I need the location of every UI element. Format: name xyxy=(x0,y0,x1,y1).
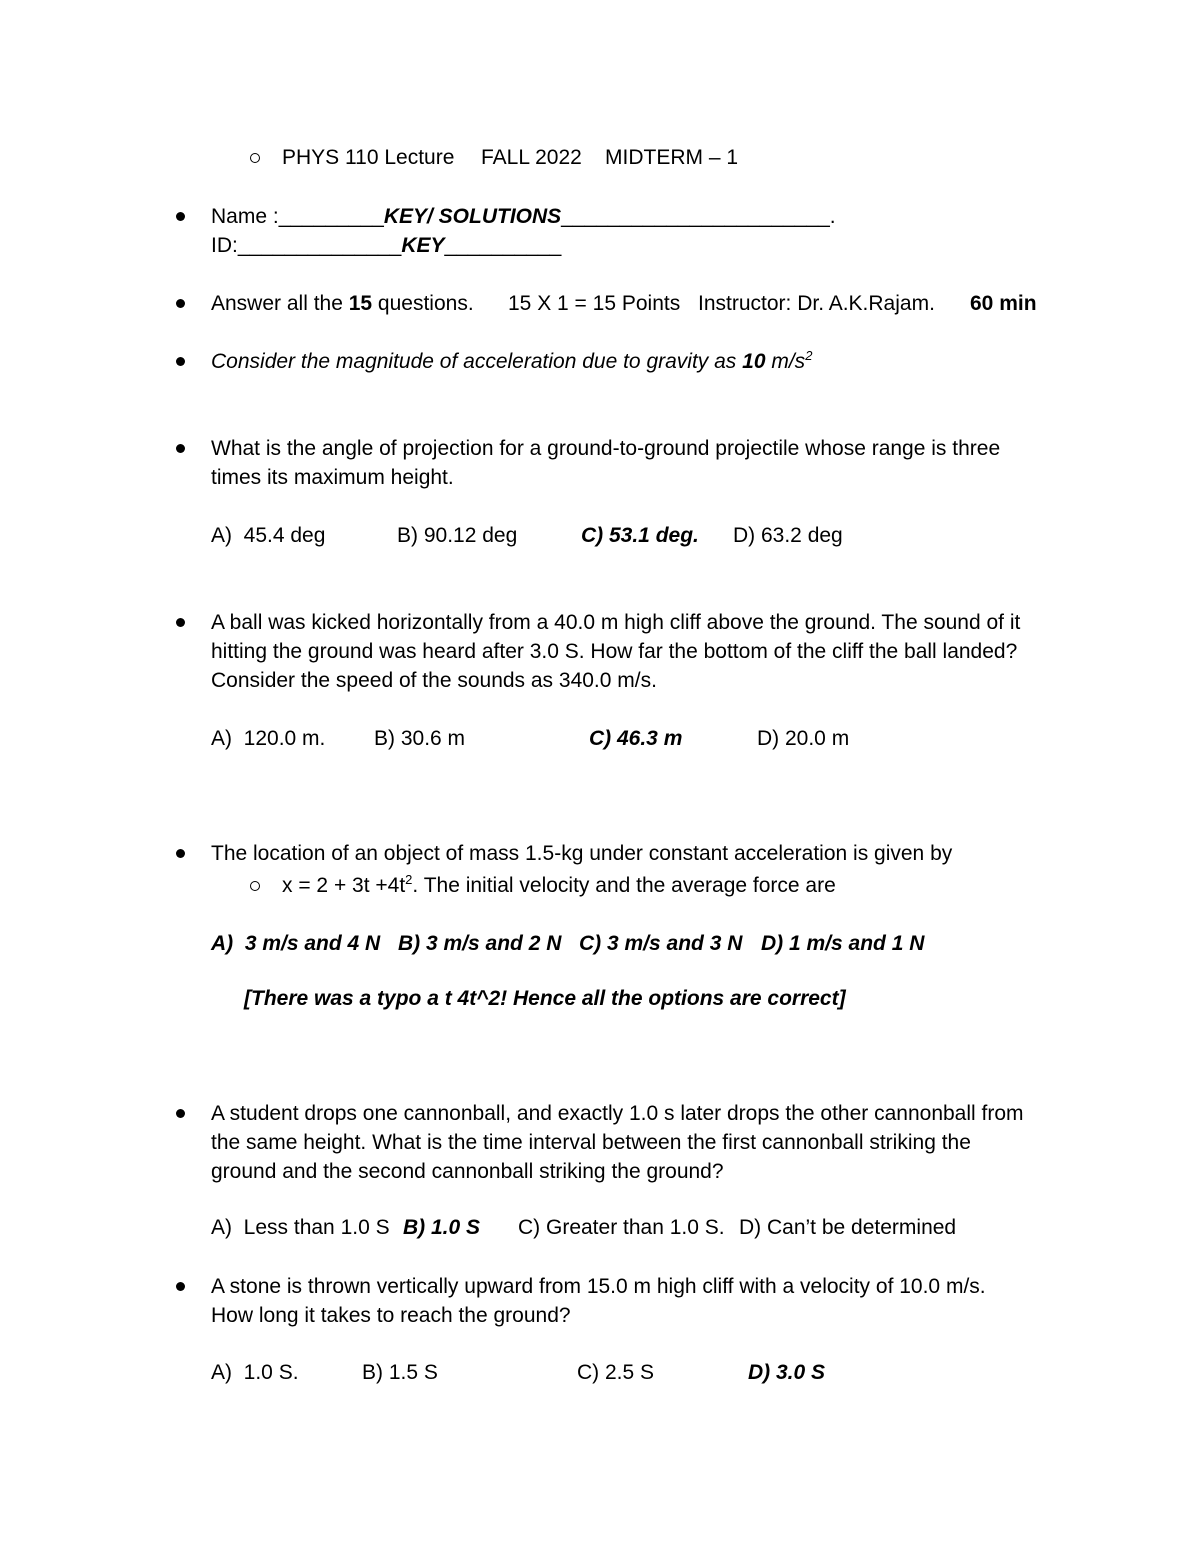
q2-text-line: hitting the ground was heard after 3.0 S. How far the bottom of the cliff the ball landed? xyxy=(211,640,1018,663)
q2-option-d: D) 20.0 m xyxy=(757,727,850,750)
gravity-prefix: Consider the magnitude of acceleration due to gravity as xyxy=(211,350,743,373)
q1-option-d: D) 63.2 deg xyxy=(733,524,843,547)
q4-text-line: ground and the second cannonball striking the ground? xyxy=(211,1160,724,1183)
q4-option-a: A) Less than 1.0 S xyxy=(211,1216,390,1239)
bullet-name xyxy=(176,212,185,221)
q3-equation-circle-bullet xyxy=(250,881,260,891)
name-value: KEY/ SOLUTIONS xyxy=(383,205,562,228)
q4-text-line: A student drops one cannonball, and exactly 1.0 s later drops the other cannonball from xyxy=(211,1102,1024,1125)
bullet-q1 xyxy=(176,444,185,453)
q1-option-a: A) 45.4 deg xyxy=(211,524,326,547)
equation-suffix: . The initial velocity and the average force are xyxy=(412,874,836,897)
gravity-instruction xyxy=(211,348,813,373)
q3-note: [There was a typo a t 4t^2! Hence all the options are correct] xyxy=(244,987,846,1010)
q1-text-line: What is the angle of projection for a ground-to-ground projectile whose range is three xyxy=(211,437,1001,460)
gravity-value: 10 xyxy=(742,350,766,373)
q3-option-c: C) 3 m/s and 3 N xyxy=(579,932,743,955)
answer-instruction xyxy=(211,293,474,314)
q1-option-b: B) 90.12 deg xyxy=(397,524,518,547)
header-circle-bullet xyxy=(250,153,260,163)
id-value: KEY xyxy=(401,234,445,257)
q4-text-line: the same height. What is the time interval between the first cannonball striking the xyxy=(211,1131,971,1154)
q5-text-line: How long it takes to reach the ground? xyxy=(211,1304,571,1327)
q5-option-d-correct: D) 3.0 S xyxy=(748,1361,826,1384)
course-title: PHYS 110 Lecture xyxy=(282,146,455,169)
q4-option-c: C) Greater than 1.0 S. xyxy=(518,1216,725,1239)
name-line xyxy=(211,206,836,227)
name-blank-after: _______________________. xyxy=(561,205,836,228)
answer-count: 15 xyxy=(348,292,373,315)
q5-option-a: A) 1.0 S. xyxy=(211,1361,299,1384)
bullet-q2 xyxy=(176,618,185,627)
answer-suffix: questions. xyxy=(372,292,474,315)
duration-label: 60 min xyxy=(970,292,1037,315)
id-blank-after: __________ xyxy=(444,234,562,257)
q5-option-c: C) 2.5 S xyxy=(577,1361,655,1384)
gravity-unit: m/s xyxy=(765,350,806,373)
bullet-instructions xyxy=(176,299,185,308)
name-blank-before: _________ xyxy=(278,205,384,228)
bullet-q5 xyxy=(176,1282,185,1291)
exam-label: MIDTERM – 1 xyxy=(605,146,739,169)
q3-option-d: D) 1 m/s and 1 N xyxy=(761,932,925,955)
q2-text-line: Consider the speed of the sounds as 340.0 m/s. xyxy=(211,669,657,692)
id-line xyxy=(211,235,561,256)
q3-equation xyxy=(282,872,836,897)
q3-text-line: The location of an object of mass 1.5-kg under constant acceleration is given by xyxy=(211,842,953,865)
q3-option-a: A) 3 m/s and 4 N xyxy=(211,932,381,955)
name-label: Name : xyxy=(211,205,279,228)
bullet-q3 xyxy=(176,849,185,858)
answer-prefix: Answer all the xyxy=(211,292,349,315)
instructor-label: Instructor: Dr. A.K.Rajam. xyxy=(698,292,935,315)
q1-option-c-correct: C) 53.1 deg. xyxy=(581,524,699,547)
id-label: ID: xyxy=(211,234,238,257)
q5-text-line: A stone is thrown vertically upward from 15.0 m high cliff with a velocity of 10.0 m/s. xyxy=(211,1275,986,1298)
q1-text-line: times its maximum height. xyxy=(211,466,454,489)
bullet-gravity xyxy=(176,357,185,366)
bullet-q4 xyxy=(176,1109,185,1118)
id-blank-before: ______________ xyxy=(237,234,402,257)
q2-option-c-correct: C) 46.3 m xyxy=(589,727,683,750)
q2-option-b: B) 30.6 m xyxy=(374,727,466,750)
q4-option-d: D) Can’t be determined xyxy=(739,1216,957,1239)
q2-text-line: A ball was kicked horizontally from a 40.0 m high cliff above the ground. The sound of it xyxy=(211,611,1021,634)
q3-option-b: B) 3 m/s and 2 N xyxy=(398,932,562,955)
q4-option-b-correct: B) 1.0 S xyxy=(403,1216,481,1239)
equation-exponent: 2 xyxy=(405,872,413,887)
term-label: FALL 2022 xyxy=(481,146,582,169)
points-label: 15 X 1 = 15 Points xyxy=(508,292,681,315)
q2-option-a: A) 120.0 m. xyxy=(211,727,326,750)
equation-prefix: x = 2 + 3t +4t xyxy=(282,874,406,897)
q5-option-b: B) 1.5 S xyxy=(362,1361,438,1384)
gravity-exponent: 2 xyxy=(805,348,813,363)
